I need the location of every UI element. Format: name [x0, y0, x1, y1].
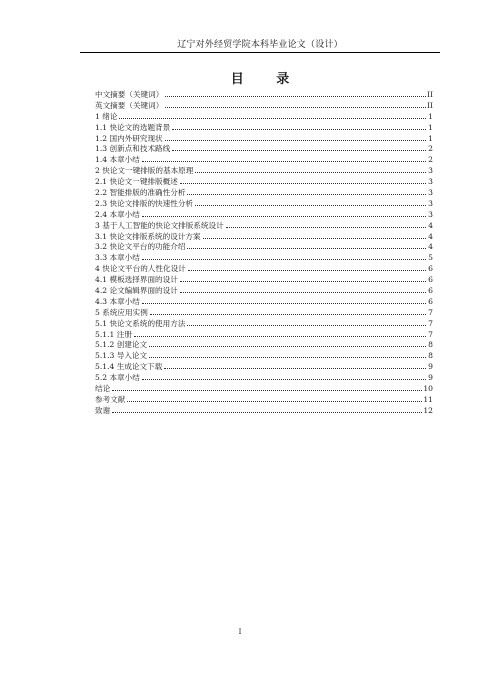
- dot-leader: [188, 264, 426, 271]
- toc-entry-label: 4.3 本章小结: [95, 296, 140, 306]
- dot-leader: [134, 330, 426, 337]
- toc-entry-label: 4 快论文平台的人性化设计: [95, 264, 186, 274]
- toc-entry-label: 中文摘要（关键词）: [95, 90, 164, 99]
- toc-entry-label: 2 快论文一键排版的基本原理: [95, 166, 194, 176]
- dot-leader: [142, 373, 426, 380]
- dot-leader: [172, 123, 426, 130]
- toc-entry-label: 2.1 快论文一键排版概述: [95, 177, 178, 187]
- toc-entry-page: 11: [423, 394, 433, 404]
- toc-entry-label: 4.2 论文编辑界面的设计: [95, 286, 178, 296]
- dot-leader: [165, 134, 426, 141]
- toc-entry-page: 6: [428, 275, 433, 285]
- toc-entry-label: 1 绪论: [95, 111, 118, 121]
- dot-leader: [164, 362, 426, 369]
- toc-entry-page: 7: [428, 307, 433, 317]
- toc-entry-label: 2.3 快论文排版的快速性分析: [95, 198, 194, 208]
- dot-leader: [195, 166, 426, 173]
- toc-entry-page: 4: [428, 231, 433, 241]
- toc-entry[interactable]: [95, 144, 433, 155]
- toc-entry-page: 4: [428, 242, 433, 252]
- toc-entry-page: 1: [428, 133, 433, 143]
- toc-entry[interactable]: [95, 188, 433, 199]
- dot-leader: [112, 406, 422, 413]
- toc-entry-page: 6: [428, 296, 433, 306]
- toc-entry-label: 1.4 本章小结: [95, 155, 140, 165]
- toc-entry-label: 3.2 快论文平台的功能介绍: [95, 242, 186, 252]
- toc-entry-page: 3: [428, 198, 433, 208]
- toc-entry-page: 2: [428, 155, 433, 165]
- dot-leader: [226, 221, 426, 228]
- dot-leader: [112, 384, 422, 391]
- dot-leader: [203, 232, 426, 239]
- toc-entry-label: 5.2 本章小结: [95, 373, 140, 383]
- toc-entry-page: 3: [428, 188, 433, 198]
- dot-leader: [165, 90, 426, 97]
- dot-leader: [180, 275, 426, 282]
- dot-leader: [172, 144, 426, 151]
- toc-entry-page: 2: [428, 144, 433, 154]
- dot-leader: [127, 395, 422, 402]
- toc-entry-page: 7: [428, 329, 433, 339]
- dot-leader: [119, 112, 426, 119]
- toc-entry-page: 7: [428, 318, 433, 328]
- toc-entry-page: 4: [428, 220, 433, 230]
- toc-entry-page: II: [427, 90, 433, 99]
- toc-entry-page: 8: [428, 340, 433, 350]
- toc-entry-page: 6: [428, 264, 433, 274]
- toc-entry[interactable]: [95, 308, 433, 319]
- toc-entry[interactable]: [95, 373, 433, 384]
- dot-leader: [180, 286, 426, 293]
- toc-entry[interactable]: [95, 232, 433, 243]
- toc-entry-page: 10: [423, 384, 433, 394]
- table-of-contents: [95, 90, 433, 417]
- toc-entry-page: 1: [428, 111, 433, 121]
- toc-entry[interactable]: [95, 101, 433, 112]
- toc-entry-label: 英文摘要（关键词）: [95, 100, 164, 110]
- toc-entry-label: 5.1.1 注册: [95, 329, 132, 339]
- toc-entry[interactable]: [95, 286, 433, 297]
- toc-entry[interactable]: [95, 177, 433, 188]
- toc-entry[interactable]: [95, 199, 433, 210]
- toc-entry-label: 5.1.2 创建论文: [95, 340, 148, 350]
- dot-leader: [187, 188, 426, 195]
- dot-leader: [142, 210, 426, 217]
- toc-entry-page: 1: [428, 122, 433, 132]
- toc-entry[interactable]: [95, 134, 433, 145]
- toc-entry-label: 5.1.3 导入论文: [95, 351, 148, 361]
- toc-entry-label: 结论: [95, 384, 111, 394]
- toc-entry-label: 2.2 智能排版的准确性分析: [95, 188, 186, 198]
- toc-entry[interactable]: [95, 297, 433, 308]
- toc-entry[interactable]: [95, 253, 433, 264]
- toc-entry-page: 9: [428, 362, 433, 372]
- toc-entry-page: 3: [428, 166, 433, 176]
- toc-entry[interactable]: [95, 395, 433, 406]
- toc-entry[interactable]: [95, 340, 433, 351]
- toc-entry[interactable]: [95, 166, 433, 177]
- toc-entry[interactable]: [95, 155, 433, 166]
- toc-entry-label: 3.3 本章小结: [95, 253, 140, 263]
- toc-entry-page: 3: [428, 177, 433, 187]
- toc-entry-label: 参考文献: [95, 394, 126, 404]
- toc-entry[interactable]: [95, 319, 433, 330]
- toc-entry-page: 12: [423, 405, 433, 415]
- toc-entry-label: 5 系统应用实例: [95, 307, 148, 317]
- toc-entry[interactable]: [95, 362, 433, 373]
- toc-entry[interactable]: [95, 351, 433, 362]
- toc-entry[interactable]: [95, 330, 433, 341]
- toc-entry-label: 2.4 本章小结: [95, 209, 140, 219]
- toc-entry-label: 4.1 模板选择界面的设计: [95, 275, 178, 285]
- toc-entry[interactable]: [95, 112, 433, 123]
- dot-leader: [142, 297, 426, 304]
- dot-leader: [165, 101, 426, 108]
- toc-entry[interactable]: [95, 123, 433, 134]
- toc-entry-label: 1.2 国内外研究现状: [95, 133, 163, 143]
- toc-entry[interactable]: [95, 90, 433, 101]
- dot-leader: [149, 351, 426, 358]
- toc-entry-label: 3.1 快论文排版系统的设计方案: [95, 231, 201, 241]
- dot-leader: [142, 253, 426, 260]
- toc-entry-page: II: [427, 100, 433, 110]
- toc-title: 目 录: [230, 72, 304, 87]
- toc-entry-label: 1.3 创新点和技术路线: [95, 144, 171, 154]
- toc-entry[interactable]: [95, 275, 433, 286]
- header-rule: [80, 52, 440, 53]
- dot-leader: [187, 242, 426, 249]
- toc-entry-label: 3 基于人工智能的快论文排版系统设计: [95, 220, 224, 230]
- dot-leader: [187, 319, 426, 326]
- toc-entry-label: 1.1 快论文的选题背景: [95, 122, 171, 132]
- running-header: 辽宁对外经贸学院本科毕业论文（设计）: [177, 40, 343, 50]
- toc-entry[interactable]: [95, 406, 433, 417]
- toc-entry-page: 8: [428, 351, 433, 361]
- dot-leader: [142, 155, 426, 162]
- toc-entry-page: 6: [428, 286, 433, 296]
- toc-entry-label: 5.1 快论文系统的使用方法: [95, 318, 186, 328]
- toc-entry[interactable]: [95, 221, 433, 232]
- toc-entry-page: 5: [428, 253, 433, 263]
- dot-leader: [180, 177, 426, 184]
- toc-entry-label: 致谢: [95, 405, 111, 415]
- toc-entry[interactable]: [95, 210, 433, 221]
- toc-entry-page: 3: [428, 209, 433, 219]
- toc-entry-page: 9: [428, 373, 433, 383]
- toc-entry[interactable]: [95, 384, 433, 395]
- dot-leader: [149, 340, 426, 347]
- dot-leader: [150, 308, 426, 315]
- toc-entry[interactable]: [95, 242, 433, 253]
- page-number: I: [238, 628, 242, 636]
- dot-leader: [195, 199, 426, 206]
- toc-entry[interactable]: [95, 264, 433, 275]
- toc-entry-label: 5.1.4 生成论文下载: [95, 362, 163, 372]
